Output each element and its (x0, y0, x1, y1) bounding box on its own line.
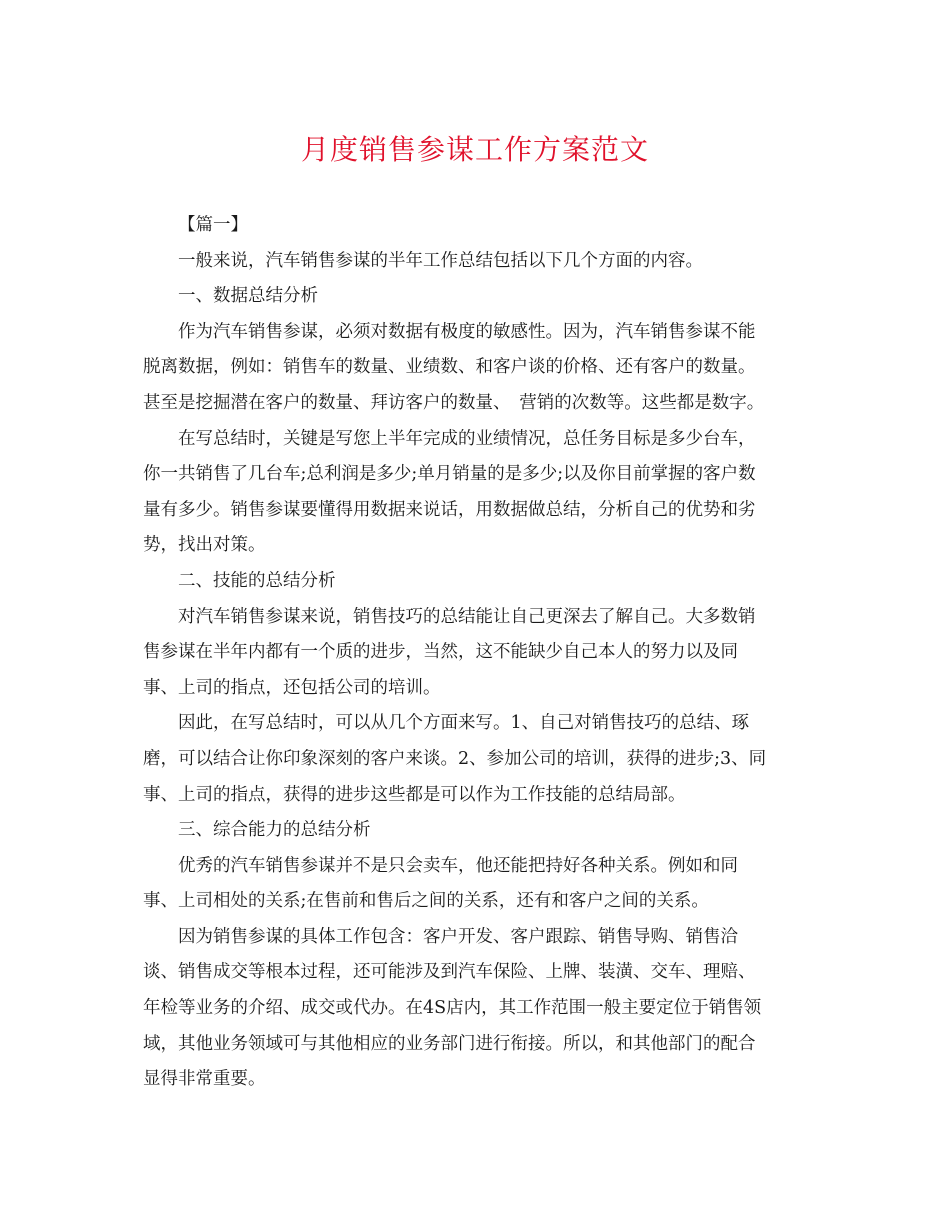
document-body (143, 208, 805, 1098)
paragraph-line: 脱离数据，例如：销售车的数量、业绩数、和客户谈的价格、还有客户的数量。 (143, 357, 756, 378)
paragraph-line: 一般来说，汽车销售参谋的半年工作总结包括以下几个方面的内容。 (178, 250, 703, 271)
paragraph-line: 磨，可以结合让你印象深刻的客户来谈。2、参加公司的培训，获得的进步;3、同 (143, 748, 767, 769)
paragraph-line: 谈、销售成交等根本过程，还可能涉及到汽车保险、上牌、装潢、交车、理赔、 (143, 962, 756, 983)
paragraph-line: 事、上司相处的关系;在售前和售后之间的关系，还有和客户之间的关系。 (143, 891, 709, 912)
paragraph-line: 事、上司的指点，还包括公司的培训。 (143, 677, 441, 698)
paragraph-line: 量有多少。销售参谋要懂得用数据来说话，用数据做总结，分析自己的优势和劣 (143, 499, 756, 520)
paragraph-line: 优秀的汽车销售参谋并不是只会卖车，他还能把持好各种关系。例如和同 (178, 855, 738, 876)
paragraph-line: 事、上司的指点，获得的进步这些都是可以作为工作技能的总结局部。 (143, 784, 686, 805)
paragraph-line: 因为销售参谋的具体工作包含：客户开发、客户跟踪、销售导购、销售洽 (178, 926, 738, 947)
paragraph-line: 年检等业务的介绍、成交或代办。在4S店内，其工作范围一般主要定位于销售领 (143, 998, 762, 1019)
paragraph-line: 对汽车销售参谋来说，销售技巧的总结能让自己更深去了解自己。大多数销 (178, 606, 756, 627)
paragraph-line: 甚至是挖掘潜在客户的数量、拜访客户的数量、 营销的次数等。这些都是数字。 (143, 392, 765, 413)
paragraph-line: 在写总结时，关键是写您上半年完成的业绩情况，总任务目标是多少台车， (178, 428, 756, 449)
section-label: 【篇一】 (178, 215, 248, 235)
paragraph-line: 你一共销售了几台车;总利润是多少;单月销量的是多少;以及你目前掌握的客户数 (143, 464, 756, 485)
paragraph-line: 因此，在写总结时，可以从几个方面来写。1、自己对销售技巧的总结、琢 (178, 713, 750, 734)
paragraph-line: 域，其他业务领域可与其他相应的业务部门进行衔接。所以，和其他部门的配合 (143, 1033, 756, 1054)
paragraph-line: 售参谋在半年内都有一个质的进步，当然，这不能缺少自己本人的努力以及同 (143, 642, 738, 663)
document-title: 月度销售参谋工作方案范文 (300, 133, 649, 166)
section-heading: 二、技能的总结分析 (178, 570, 336, 591)
section-heading: 三、综合能力的总结分析 (178, 820, 371, 841)
paragraph-line: 显得非常重要。 (143, 1069, 266, 1090)
paragraph-line: 作为汽车销售参谋，必须对数据有极度的敏感性。因为，汽车销售参谋不能 (178, 321, 756, 342)
section-heading: 一、数据总结分析 (178, 286, 318, 307)
paragraph-line: 势，找出对策。 (143, 535, 266, 556)
